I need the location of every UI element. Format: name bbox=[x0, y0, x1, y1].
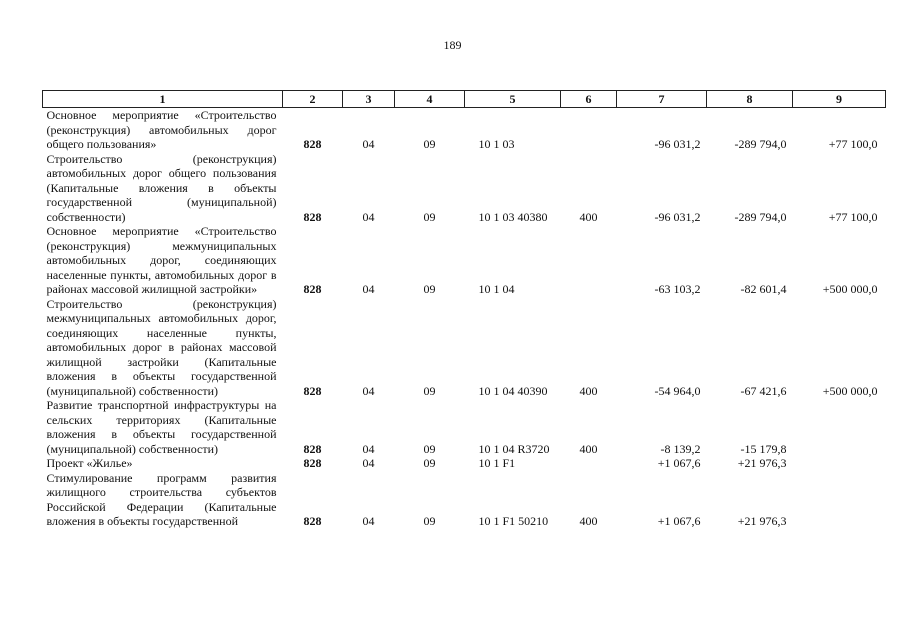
target-article-code: 10 1 04 bbox=[478, 282, 515, 296]
header-cell-4: 4 bbox=[395, 91, 465, 108]
amount-col-7: -96 031,2 bbox=[654, 209, 701, 224]
amount-col-8: +21 976,3 bbox=[737, 514, 787, 528]
item-name: Строительство (реконструкция) межмуниципальных автомобильных дорог, соединяющих населенные пункты, автомобильных дорог в районах массовой жилищной застройки (Капитальные вложения в объекты государственной (муниципальной) собственности) bbox=[46, 296, 277, 398]
target-article-code: 10 1 03 40380 bbox=[478, 209, 548, 224]
ministry-code: 828 bbox=[303, 282, 322, 296]
target-article-code: 10 1 03 bbox=[478, 137, 515, 151]
table-row bbox=[43, 398, 886, 456]
expense-type-code: 400 bbox=[579, 441, 598, 456]
amount-col-9: +77 100,0 bbox=[828, 137, 878, 151]
amount-col-7: +1 067,6 bbox=[657, 456, 701, 470]
target-article-code: 10 1 04 R3720 bbox=[478, 441, 550, 456]
amount-col-7: -8 139,2 bbox=[660, 441, 701, 456]
subsection-code: 09 bbox=[423, 209, 436, 224]
subsection-code: 09 bbox=[423, 383, 436, 398]
amount-col-9 bbox=[793, 456, 886, 471]
expense-type-code bbox=[561, 456, 617, 471]
section-code: 04 bbox=[362, 514, 375, 528]
table-row bbox=[43, 108, 886, 152]
target-article-code: 10 1 F1 bbox=[478, 456, 516, 470]
subsection-code: 09 bbox=[423, 282, 436, 296]
section-code: 04 bbox=[362, 456, 375, 470]
amount-col-8: -82 601,4 bbox=[740, 282, 787, 296]
item-name: Строительство (реконструкция) автомобильных дорог общего пользования (Капитальные вложения в объекты государственной (муниципальной) собственности) bbox=[46, 151, 277, 224]
page-number: 189 bbox=[443, 38, 462, 52]
expense-type-code bbox=[561, 108, 617, 152]
header-cell-1: 1 bbox=[43, 91, 283, 108]
ministry-code: 828 bbox=[303, 209, 322, 224]
amount-col-8: -289 794,0 bbox=[734, 137, 787, 151]
amount-col-8: -15 179,8 bbox=[740, 441, 787, 456]
budget-table bbox=[42, 90, 886, 529]
item-name: Проект «Жилье» bbox=[46, 456, 133, 470]
section-code: 04 bbox=[362, 383, 375, 398]
section-code: 04 bbox=[362, 282, 375, 296]
header-row bbox=[43, 91, 886, 108]
amount-col-7: -63 103,2 bbox=[654, 282, 701, 296]
table-row bbox=[43, 297, 886, 399]
expense-type-code: 400 bbox=[579, 209, 598, 224]
table-row bbox=[43, 456, 886, 471]
ministry-code: 828 bbox=[303, 137, 322, 151]
table-row bbox=[43, 471, 886, 529]
table-row bbox=[43, 152, 886, 225]
amount-col-9 bbox=[793, 471, 886, 529]
header-cell-8: 8 bbox=[707, 91, 793, 108]
item-name: Основное мероприятие «Строительство (реконструкция) автомобильных дорог общего пользования» bbox=[46, 108, 277, 151]
ministry-code: 828 bbox=[303, 383, 322, 398]
header-cell-9: 9 bbox=[793, 91, 886, 108]
amount-col-9: +500 000,0 bbox=[822, 383, 878, 398]
ministry-code: 828 bbox=[303, 514, 322, 528]
amount-col-7: +1 067,6 bbox=[657, 514, 701, 528]
header-cell-7: 7 bbox=[617, 91, 707, 108]
expense-type-code: 400 bbox=[579, 383, 598, 398]
amount-col-8: +21 976,3 bbox=[737, 456, 787, 470]
header-cell-5: 5 bbox=[465, 91, 561, 108]
amount-col-7: -54 964,0 bbox=[654, 383, 701, 398]
expense-type-code bbox=[561, 224, 617, 297]
header-cell-2: 2 bbox=[283, 91, 343, 108]
subsection-code: 09 bbox=[423, 441, 436, 456]
section-code: 04 bbox=[362, 209, 375, 224]
target-article-code: 10 1 04 40390 bbox=[478, 383, 548, 398]
table-body bbox=[43, 108, 886, 529]
item-name: Развитие транспортной инфраструктуры на сельских территориях (Капитальные вложения в объекты государственной (муниципальной) собственности) bbox=[46, 398, 277, 456]
amount-col-7: -96 031,2 bbox=[654, 137, 701, 151]
table-header bbox=[43, 91, 886, 108]
header-cell-3: 3 bbox=[343, 91, 395, 108]
amount-col-9 bbox=[793, 398, 886, 456]
section-code: 04 bbox=[362, 137, 375, 151]
section-code: 04 bbox=[362, 441, 375, 456]
amount-col-8: -289 794,0 bbox=[734, 209, 787, 224]
target-article-code: 10 1 F1 50210 bbox=[478, 514, 549, 528]
ministry-code: 828 bbox=[303, 456, 322, 470]
subsection-code: 09 bbox=[423, 456, 436, 470]
subsection-code: 09 bbox=[423, 514, 436, 528]
amount-col-9: +77 100,0 bbox=[828, 209, 878, 224]
subsection-code: 09 bbox=[423, 137, 436, 151]
table-row bbox=[43, 224, 886, 297]
header-cell-6: 6 bbox=[561, 91, 617, 108]
item-name: Стимулирование программ развития жилищного строительства субъектов Российской Федерации (Капитальные вложения в объекты государственной bbox=[46, 470, 277, 528]
expense-type-code: 400 bbox=[579, 514, 598, 528]
ministry-code: 828 bbox=[303, 441, 322, 456]
amount-col-9: +500 000,0 bbox=[822, 282, 878, 296]
amount-col-8: -67 421,6 bbox=[740, 383, 787, 398]
item-name: Основное мероприятие «Строительство (реконструкция) межмуниципальных автомобильных дорог, соединяющих населенные пункты, автомобильных дорог в районах массовой жилищной застройки» bbox=[46, 224, 277, 296]
